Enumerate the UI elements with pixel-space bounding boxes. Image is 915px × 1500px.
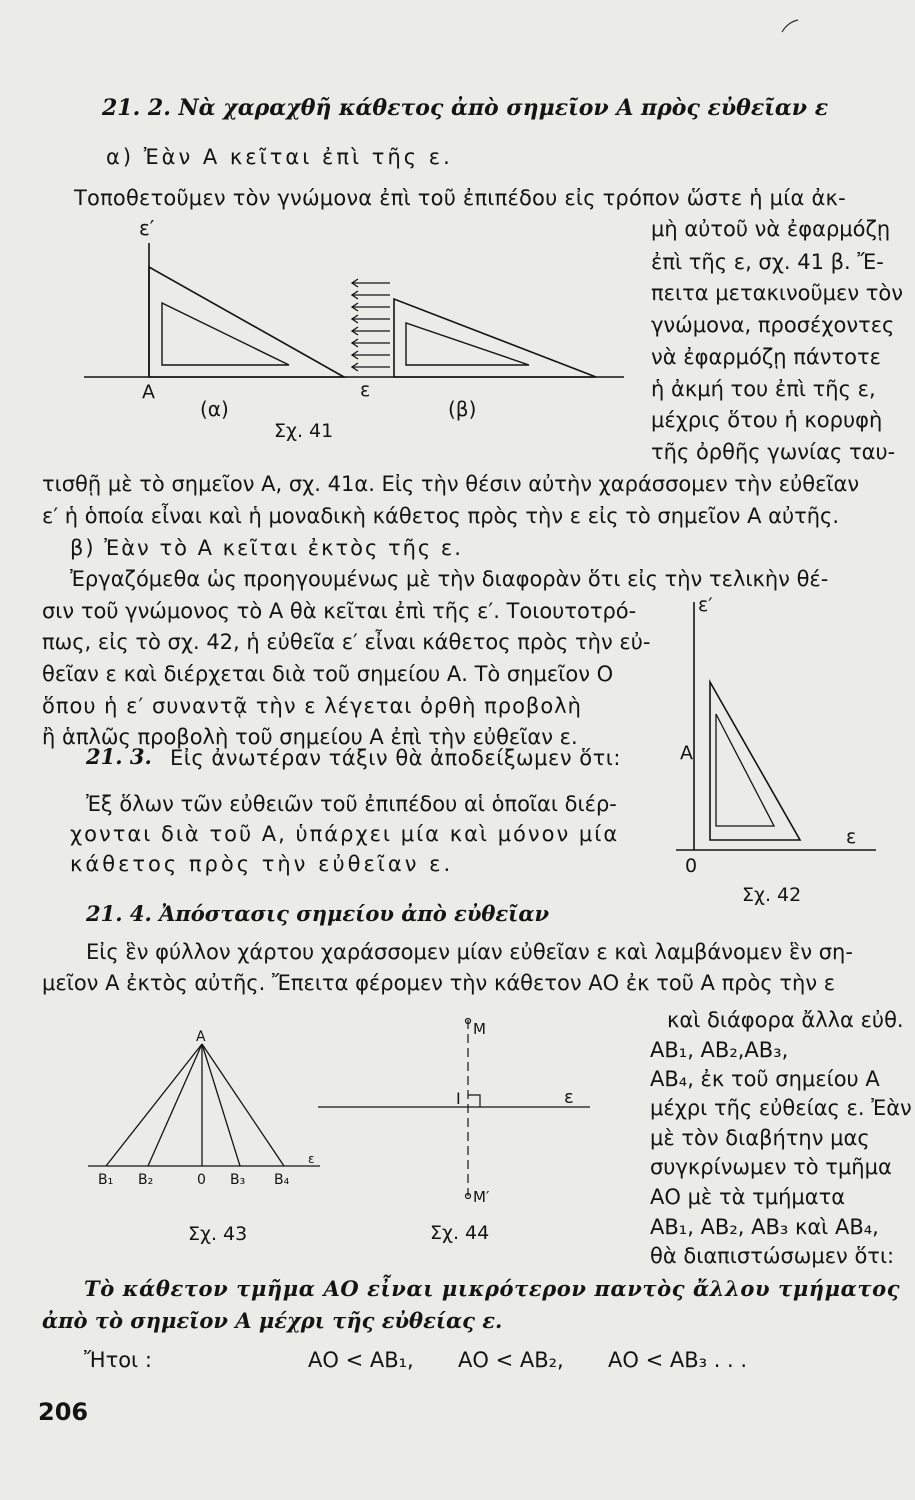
para-line: θὰ διαπιστώσωμεν ὅτι:: [650, 1244, 895, 1268]
para-line: μεῖον Α ἐκτὸς αὐτῆς. Ἔπειτα φέρομεν τὴν κάθετον ΑΟ ἐκ τοῦ Α πρὸς τὴν ε: [42, 971, 836, 995]
fig42-label-e: ε: [846, 826, 857, 848]
para-line: πως, εἰς τὸ σχ. 42, ἡ εὐθεῖα ε′ εἶναι κάθετος πρὸς τὴν εὐ-: [42, 630, 651, 654]
corner-mark: [780, 18, 800, 38]
conclusion-line-1: Τὸ κάθετον τμῆμα ΑΟ εἶναι μικρότερον παντὸς ἄλλου τμήματος: [84, 1276, 901, 1301]
para-line: τισθῇ μὲ τὸ σημεῖον Α, σχ. 41α. Εἰς τὴν θέσιν αὐτὴν χαράσσομεν τὴν εὐθεῖαν: [42, 472, 860, 496]
para-line: ἡ ἀκμή του ἐπὶ τῆς ε,: [651, 377, 876, 401]
fig42-label-O: 0: [685, 855, 698, 877]
htoi-label: Ἤτοι :: [84, 1348, 152, 1372]
fig41-label-e: ε: [360, 379, 371, 401]
figure-41: [84, 215, 644, 465]
section-21-4-heading: 21. 4. Ἀπόστασις σημείου ἀπὸ εὐθεῖαν: [86, 901, 550, 926]
page-number: 206: [38, 1398, 89, 1426]
fig41-label-eprime: ε′: [139, 216, 155, 240]
inequality-3: ΑΟ < ΑΒ₃ . . .: [608, 1348, 748, 1372]
para-line: Εἰς ἀνωτέραν τάξιν θὰ ἀποδείξωμεν ὅτι:: [170, 746, 621, 770]
fig41-label-A: Α: [142, 381, 155, 403]
fig43-caption: Σχ. 43: [188, 1223, 248, 1245]
para-line: Εἰς ἓν φύλλον χάρτου χαράσσομεν μίαν εὐθεῖαν ε καὶ λαμβάνομεν ἓν ση-: [86, 940, 853, 964]
fig44-label-I: I: [456, 1089, 461, 1108]
section-21-3-number: 21. 3.: [86, 744, 152, 769]
fig43-label-B1: Β₁: [98, 1172, 114, 1188]
case-a-heading: α) Ἐὰν Α κεῖται ἐπὶ τῆς ε.: [106, 145, 453, 169]
para-line: κάθετος πρὸς τὴν εὐθεῖαν ε.: [70, 852, 454, 876]
para-line: μὴ αὐτοῦ νὰ ἐφαρμόζῃ: [651, 217, 891, 241]
fig41-label-b: (β): [448, 397, 477, 421]
para-line: ὅπου ἡ ε′ συναντᾷ τὴν ε λέγεται ὀρθὴ προβολὴ: [42, 694, 582, 718]
para-line: ΑΒ₁, ΑΒ₂,ΑΒ₃,: [650, 1038, 789, 1062]
para-line: ε′ ἡ ὁποία εἶναι καὶ ἡ μοναδικὴ κάθετος πρὸς τὴν ε εἰς τὸ σημεῖον Α αὐτῆς.: [42, 504, 840, 528]
fig44-label-e: ε: [564, 1087, 574, 1108]
para-line: σιν τοῦ γνώμονος τὸ Α θὰ κεῖται ἐπὶ τῆς ε′. Τοιουτοτρό-: [42, 599, 637, 623]
para-line: ΑΟ μὲ τὰ τμήματα: [650, 1185, 846, 1209]
inequality-1: ΑΟ < ΑΒ₁,: [308, 1348, 414, 1372]
fig43-label-B3: Β₃: [230, 1172, 246, 1188]
para-line: ΑΒ₄, ἐκ τοῦ σημείου Α: [650, 1067, 880, 1091]
para-line: ἢ ἁπλῶς προβολὴ τοῦ σημείου Α ἐπὶ τὴν εὐθεῖαν ε.: [42, 725, 578, 749]
para-line: μέχρι τῆς εὐθείας ε. Ἐὰν: [650, 1096, 912, 1120]
inequality-2: ΑΟ < ΑΒ₂,: [458, 1348, 564, 1372]
fig42-caption: Σχ. 42: [742, 884, 802, 906]
para-line: ΑΒ₁, ΑΒ₂, ΑΒ₃ καὶ ΑΒ₄,: [650, 1215, 879, 1239]
para-line: θεῖαν ε καὶ διέρχεται διὰ τοῦ σημείου Α. Τὸ σημεῖον Ο: [42, 662, 614, 686]
para-line: ἐπὶ τῆς ε, σχ. 41 β. Ἔ-: [651, 250, 884, 274]
para-line: συγκρίνωμεν τὸ τμῆμα: [650, 1155, 892, 1179]
para-line: γνώμονα, προσέχοντες: [651, 313, 895, 337]
para-line: Ἐργαζόμεθα ὡς προηγουμένως μὲ τὴν διαφορὰν ὅτι εἰς τὴν τελικὴν θέ-: [70, 567, 829, 591]
para-line: μέχρις ὅτου ἡ κορυφὴ: [651, 408, 883, 432]
fig43-label-A: Α: [196, 1029, 206, 1045]
fig43-label-e: ε: [308, 1152, 315, 1166]
fig43-label-B2: Β₂: [138, 1172, 154, 1188]
conclusion-line-2: ἀπὸ τὸ σημεῖον Α μέχρι τῆς εὐθείας ε.: [42, 1308, 503, 1333]
para-line: Τοποθετοῦμεν τὸν γνώμονα ἐπὶ τοῦ ἐπιπέδου εἰς τρόπον ὥστε ἡ μία ἀκ-: [74, 186, 846, 210]
para-line: πειτα μετακινοῦμεν τὸν: [651, 281, 904, 305]
figure-42: [676, 590, 886, 920]
case-b-heading: β) Ἐὰν τὸ Α κεῖται ἐκτὸς τῆς ε.: [70, 536, 463, 560]
para-line: χονται διὰ τοῦ Α, ὑπάρχει μία καὶ μόνον μία: [70, 822, 620, 846]
para-line: μὲ τὸν διαβήτην μας: [650, 1126, 870, 1150]
para-line: Ἐξ ὅλων τῶν εὐθειῶν τοῦ ἐπιπέδου αἱ ὁποῖαι διέρ-: [86, 792, 617, 816]
fig42-label-eprime: ε′: [698, 594, 713, 616]
para-line: νὰ ἐφαρμόζῃ πάντοτε: [651, 345, 881, 369]
fig42-label-A: Α: [680, 742, 693, 764]
fig43-label-B4: Β₄: [274, 1172, 290, 1188]
para-line: τῆς ὀρθῆς γωνίας ταυ-: [651, 440, 896, 464]
fig44-label-Mprime: M′: [473, 1188, 490, 1206]
fig44-label-M: M: [473, 1020, 486, 1038]
fig43-label-O: 0: [197, 1172, 206, 1188]
section-21-2-heading: 21. 2. Νὰ χαραχθῆ κάθετος ἀπὸ σημεῖον Α πρὸς εὐθεῖαν ε: [102, 95, 829, 121]
figure-43: [88, 1030, 338, 1250]
fig44-caption: Σχ. 44: [430, 1222, 490, 1244]
para-line: καὶ διάφορα ἄλλα εὐθ.: [667, 1008, 904, 1032]
fig41-caption: Σχ. 41: [274, 420, 334, 442]
figure-44: [318, 1012, 618, 1262]
fig41-label-a: (α): [200, 397, 229, 421]
